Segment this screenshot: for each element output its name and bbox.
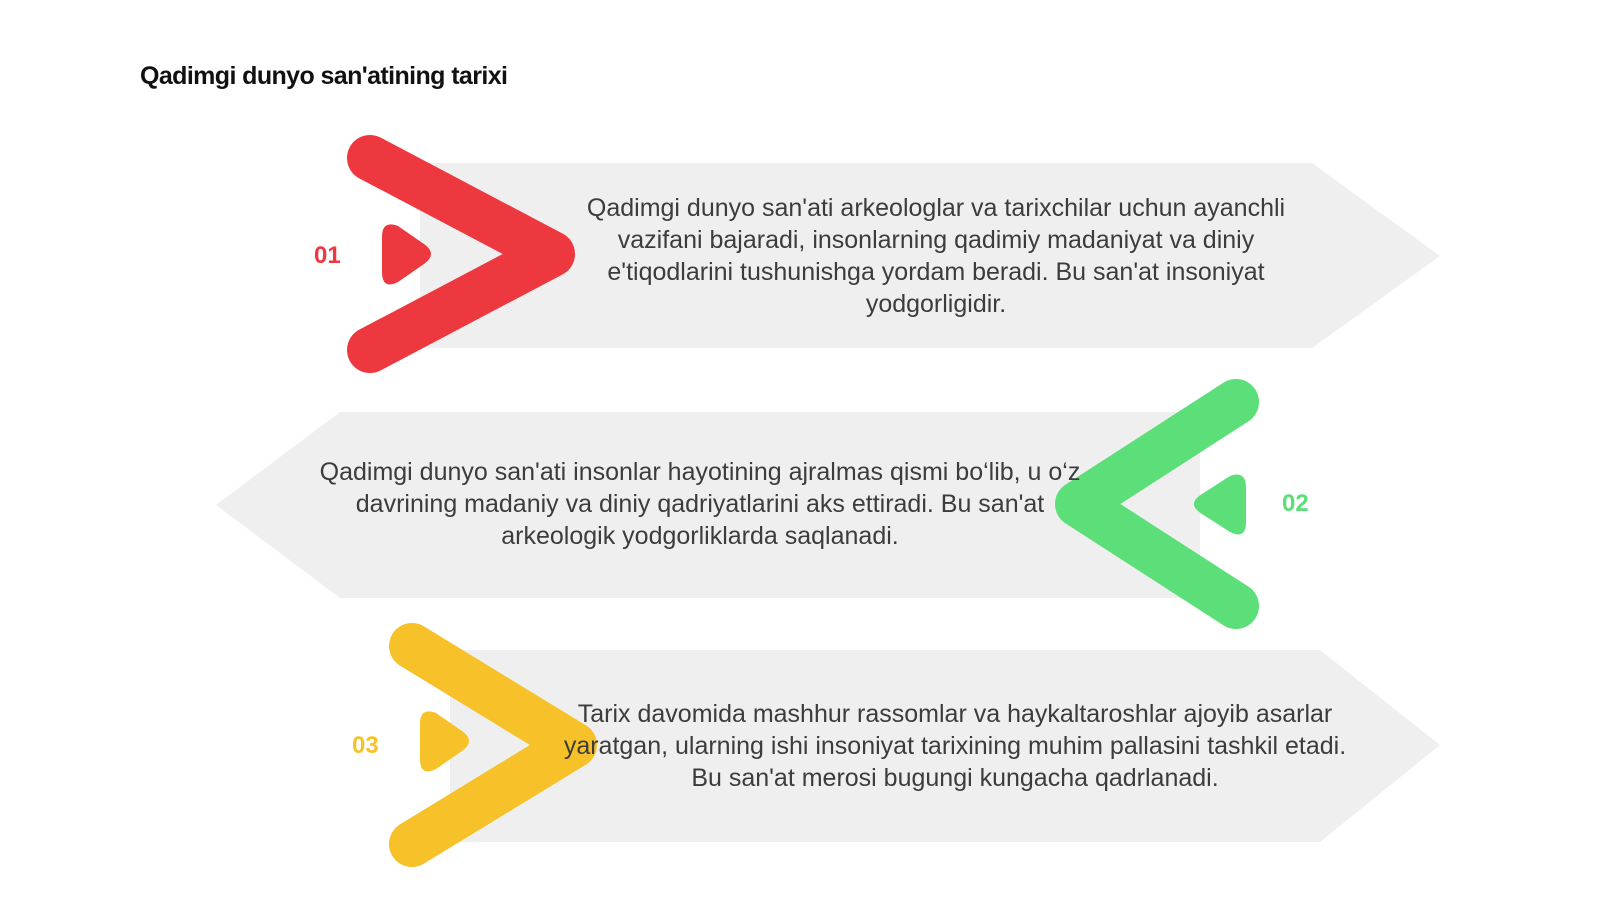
page-title: Qadimgi dunyo san'atining tarixi — [140, 62, 508, 90]
step-1-text: Qadimgi dunyo san'ati arkeologlar va tarixchilar uchun ayanchli vazifani bajaradi, insonlarning qadimiy madaniyat va diniy e'tiqodlarini tushunishga yordam beradi. Bu san'at insoniyat yodgorligidir. — [586, 194, 1286, 318]
step-3-text: Tarix davomida mashhur rassomlar va haykaltaroshlar ajoyib asarlar yaratgan, ularning ishi insoniyat tarixining muhim pallasini tashkil etadi. Bu san'at merosi bugungi kungacha qadrlanadi. — [563, 700, 1347, 792]
step-1-number: 01 — [314, 242, 341, 269]
step-2-text: Qadimgi dunyo san'ati insonlar hayotining ajralmas qismi bo‘lib, u o‘z davrining madaniy va diniy qadriyatlarini aks ettiradi. Bu san'at arkeologik yodgorliklarda saqlanadi. — [319, 458, 1081, 550]
step-3-number: 03 — [352, 732, 379, 759]
step-2-number: 02 — [1282, 490, 1309, 517]
step-2-play-icon — [1194, 475, 1246, 535]
